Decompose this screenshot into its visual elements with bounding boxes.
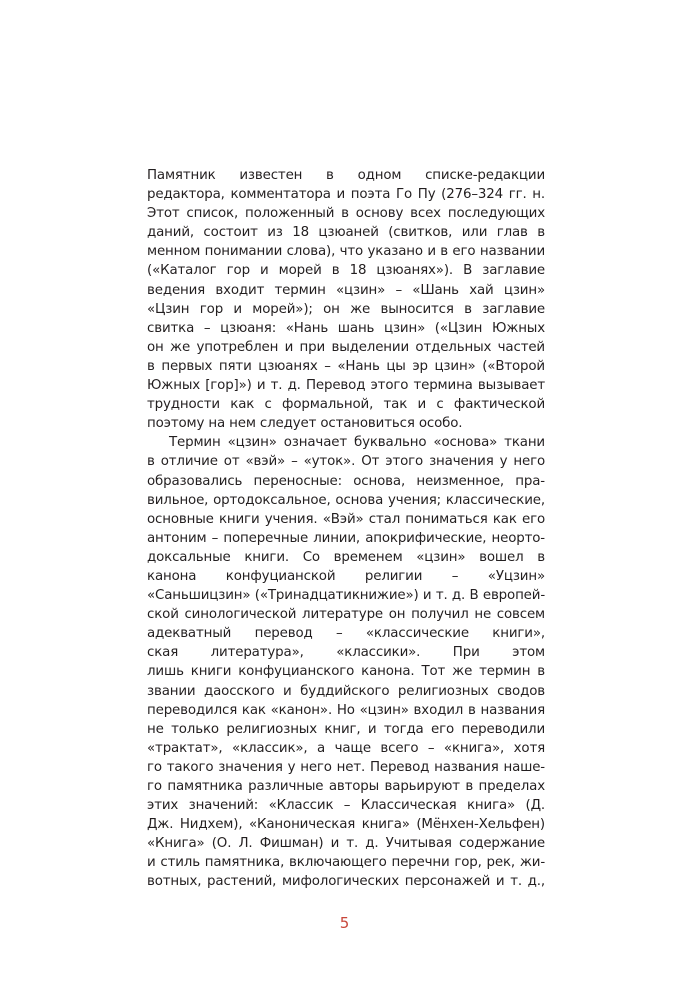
body-text [147, 166, 545, 892]
text-line: трудности как с формальной, так и с фактической [147, 397, 545, 413]
text-line: вотных, растений, мифологических персонажей и т. д., [147, 874, 545, 890]
text-line: Этот список, положенный в основу всех последующих [147, 206, 545, 222]
text-line: переводился как «канон». Но «цзин» входил в названия [147, 702, 545, 718]
text-line: звании даосского и буддийского религиозных сводов [147, 683, 545, 699]
text-line: «Саньшицзин» («Тринадцатикнижие») и т. д. В европей- [147, 588, 545, 604]
text-line: доксальные книги. Со временем «цзин» вошел в [147, 549, 545, 565]
text-line: «трактат», «классик», а чаще всего – «книга», хотя [147, 740, 545, 756]
text-line: «Цзин гор и морей»); он же выносится в заглавие [147, 301, 545, 317]
text-line: в отличие от «вэй» – «уток». От этого значения у него [147, 454, 545, 470]
text-line: вильное, ортодоксальное, основа учения; классические, [147, 492, 545, 508]
text-line: образовались переносные: основа, неизменное, пра- [147, 473, 545, 489]
text-line: Южных [гор]») и т. д. Перевод этого термина вызывает [147, 378, 545, 394]
text-line: го такого значения у него нет. Перевод названия наше- [147, 759, 545, 775]
text-line: «Книга» (О. Л. Фишман) и т. д. Учитывая содержание [147, 836, 545, 852]
page-number: 5 [339, 914, 350, 932]
text-line: антоним – поперечные линии, апокрифические, неорто- [147, 530, 545, 546]
paragraph-first-line: Термин «цзин» означает буквально «основа» ткани [169, 435, 545, 451]
text-line: ведения входит термин «цзин» – «Шань хай цзин» [147, 282, 545, 298]
text-line: не только религиозных книг, и тогда его переводили [147, 721, 545, 737]
text-line: он же употреблен и при выделении отдельных частей [147, 339, 545, 355]
text-line: и стиль памятника, включающего перечни гор, рек, жи- [147, 855, 545, 871]
text-line: го памятника различные авторы варьируют в пределах [147, 779, 545, 794]
text-line: основные книги учения. «Вэй» стал пониматься как его [147, 511, 545, 527]
text-line: Дж. Нидхем), «Каноническая книга» (Мёнхен-Хельфен) [147, 817, 545, 833]
text-line: редактора, комментатора и поэта Го Пу (276–324 гг. н. [147, 187, 545, 203]
paragraph-last-line: поэтому на нем следует остановиться особо. [147, 416, 463, 432]
text-line: ской синологической литературе он получил не совсем [147, 607, 545, 623]
text-line: адекватный перевод – «классические книги», [147, 626, 545, 642]
text-line: менном понимании слова), что указано и в его названии [147, 244, 545, 260]
text-line: этих значений: «Классик – Классическая книга» (Д. [147, 798, 545, 814]
text-line: Памятник известен в одном списке-редакции [147, 168, 545, 183]
text-line: лишь книги конфуцианского канона. Тот же термин в [147, 664, 545, 680]
text-line: («Каталог гор и морей в 18 цзюанях»). В заглавие [147, 263, 545, 279]
text-line: в первых пяти цзюанях – «Нань цы эр цзин» («Второй [147, 358, 545, 374]
text-line: канона конфуцианской религии – «Уцзин» [147, 568, 545, 584]
text-line: ская литература», «классики». При этом [147, 645, 545, 661]
text-line: даний, состоит из 18 цзюаней (свитков, или глав в [147, 225, 545, 241]
text-line: свитка – цзюаня: «Нань шань цзин» («Цзин Южных [147, 320, 545, 336]
